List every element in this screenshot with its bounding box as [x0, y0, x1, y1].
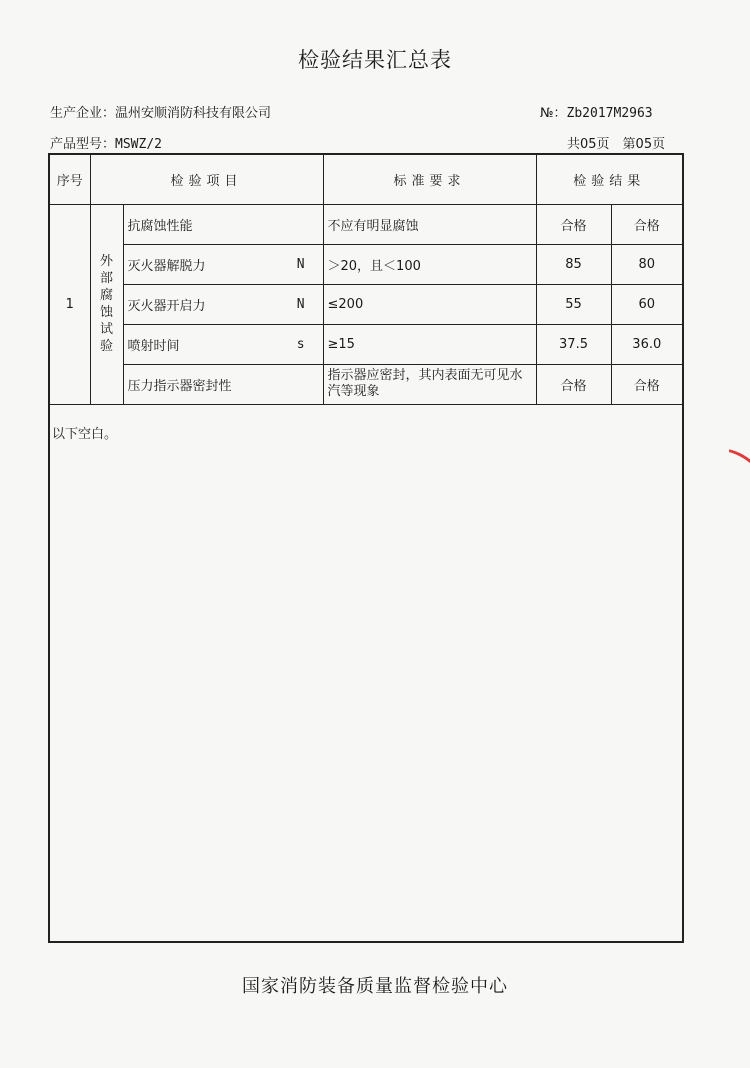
- item-name: 灭火器开启力: [127, 298, 206, 314]
- company-line: [50, 102, 271, 121]
- group-cell: 外部腐蚀试验: [90, 204, 123, 404]
- item-cell: [123, 364, 323, 404]
- table-row: [50, 204, 682, 244]
- issuer-footer: 国家消防装备质量监督检验中心: [242, 976, 508, 997]
- result-cell-1: 55: [536, 284, 611, 324]
- result-cell-1: 合格: [536, 204, 611, 244]
- table-row: [50, 364, 682, 404]
- company-label: 生产企业：: [50, 106, 116, 121]
- item-name: 抗腐蚀性能: [127, 218, 193, 234]
- table-row: [50, 244, 682, 284]
- model-value: MSWZ/2: [115, 137, 162, 152]
- seq-cell: 1: [50, 204, 90, 404]
- report-number-label: №：: [540, 106, 567, 121]
- item-name: 喷射时间: [127, 338, 180, 354]
- result-cell-2: 36.0: [611, 324, 682, 364]
- item-unit: N: [296, 256, 305, 272]
- result-cell-2: 80: [611, 244, 682, 284]
- item-cell: [123, 284, 323, 324]
- header-requirement: 标准要求: [323, 155, 536, 204]
- requirement-cell: ≥15: [323, 324, 536, 364]
- requirement-cell: ≤200: [323, 284, 536, 324]
- results-frame: [48, 153, 684, 943]
- item-name: 灭火器解脱力: [127, 258, 206, 274]
- blank-note: 以下空白。: [52, 427, 118, 442]
- item-unit: N: [296, 296, 305, 312]
- results-table: [50, 155, 682, 405]
- page-info: 共05页 第05页: [567, 137, 666, 152]
- report-number-line: [540, 102, 653, 121]
- result-cell-1: 合格: [536, 364, 611, 404]
- seal-stamp-icon: [698, 437, 750, 529]
- table-row: [50, 284, 682, 324]
- result-cell-2: 合格: [611, 364, 682, 404]
- result-cell-1: 37.5: [536, 324, 611, 364]
- report-number: Zb2017M2963: [566, 106, 653, 121]
- table-row: [50, 324, 682, 364]
- model-label: 产品型号：: [50, 137, 116, 152]
- item-cell: [123, 204, 323, 244]
- requirement-cell: 指示器应密封，其内表面无可见水汽等现象: [323, 364, 536, 404]
- header-result: 检验结果: [536, 155, 682, 204]
- company-name: 温州安顺消防科技有限公司: [115, 106, 272, 121]
- item-unit: s: [296, 336, 305, 352]
- item-cell: [123, 244, 323, 284]
- page-title: 检验结果汇总表: [298, 48, 452, 72]
- result-cell-2: 60: [611, 284, 682, 324]
- table-header-row: [50, 155, 682, 204]
- result-cell-1: 85: [536, 244, 611, 284]
- requirement-cell: ＞20，且＜100: [323, 244, 536, 284]
- result-cell-2: 合格: [611, 204, 682, 244]
- header-seq: 序号: [50, 155, 90, 204]
- item-cell: [123, 324, 323, 364]
- header-item: 检验项目: [90, 155, 323, 204]
- item-name: 压力指示器密封性: [127, 378, 232, 394]
- requirement-cell: 不应有明显腐蚀: [323, 204, 536, 244]
- model-line: [50, 133, 162, 152]
